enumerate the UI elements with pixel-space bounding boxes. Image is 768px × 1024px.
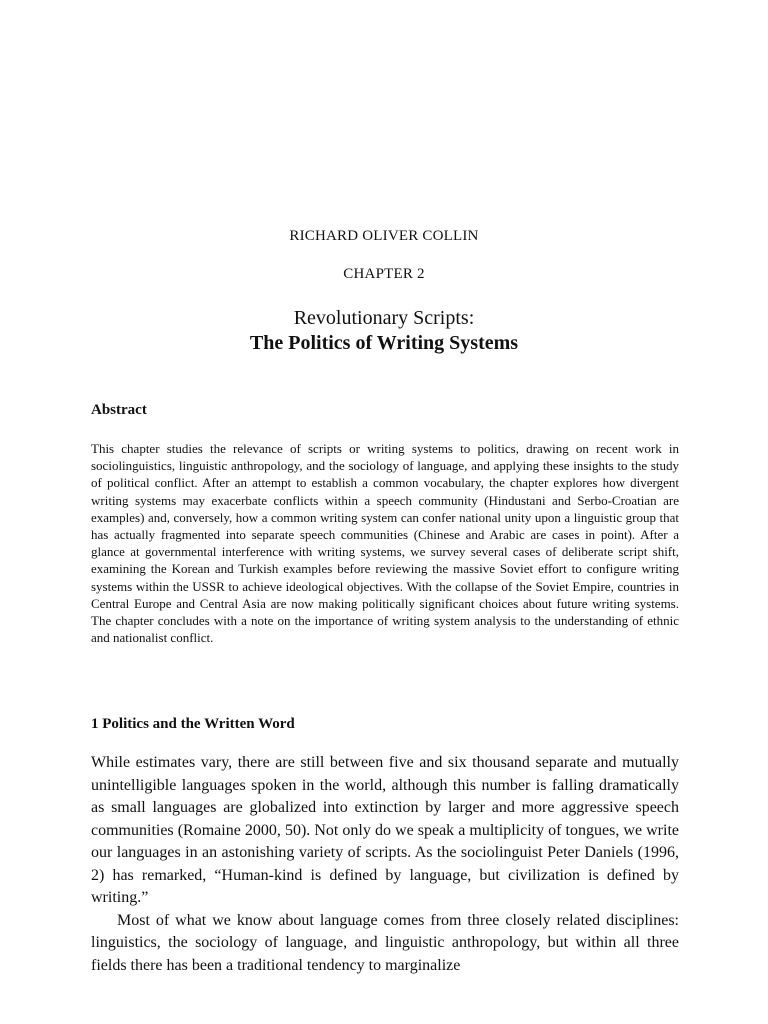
chapter-label: CHAPTER 2 [343,266,425,282]
abstract-text: This chapter studies the relevance of scripts or writing systems to politics, drawing on recent work in sociolinguistics, linguistic anthropology, and the sociology of language, and applying these insights to the study of political conflict. After an attempt to establish a common vocabulary, the chapter explores how divergent writing systems may exacerbate conflicts within a speech community (Hindustani and Serbo-Croatian are examples) and, conversely, how a common writing system can confer national unity upon a linguistic group that has actually fragmented into separate speech communities (Chinese and Arabic are cases in point). After a glance at governmental interference with writing systems, we survey several cases of deliberate script shift, examining the Korean and Turkish examples before reviewing the massive Soviet effort to configure writing systems within the USSR to achieve ideological objectives. With the collapse of the Soviet Empire, countries in Central Europe and Central Asia are now making politically significant choices about future writing systems. The chapter concludes with a note on the importance of writing system analysis to the understanding of ethnic and nationalist conflict. [91,441,679,646]
chapter-title [0,306,768,356]
abstract-heading: Abstract [91,402,147,418]
body-paragraph-1: While estimates vary, there are still between five and six thousand separate and mutually unintelligible languages spoken in the world, although this number is falling dramatically as small languages are globalized into extinction by larger and more aggressive speech communities (Romaine 2000, 50). Not only do we speak a multiplicity of tongues, we write our languages in an astonishing variety of scripts. As the sociolinguist Peter Daniels (1996, 2) has remarked, “Human-kind is defined by language, but civilization is defined by writing.” [91,754,679,906]
chapter-title-line-2: The Politics of Writing Systems [249,332,519,354]
author-name: RICHARD OLIVER COLLIN [289,228,479,244]
body-paragraph-2: Most of what we know about language comes from three closely related disciplines: linguistics, the sociology of language, and linguistic anthropology, but within all three fields there has been a traditional tendency to marginalize [91,911,679,974]
chapter-title-line-1: Revolutionary Scripts: [293,307,475,329]
section-body [91,752,679,977]
section-heading: 1 Politics and the Written Word [91,716,295,732]
